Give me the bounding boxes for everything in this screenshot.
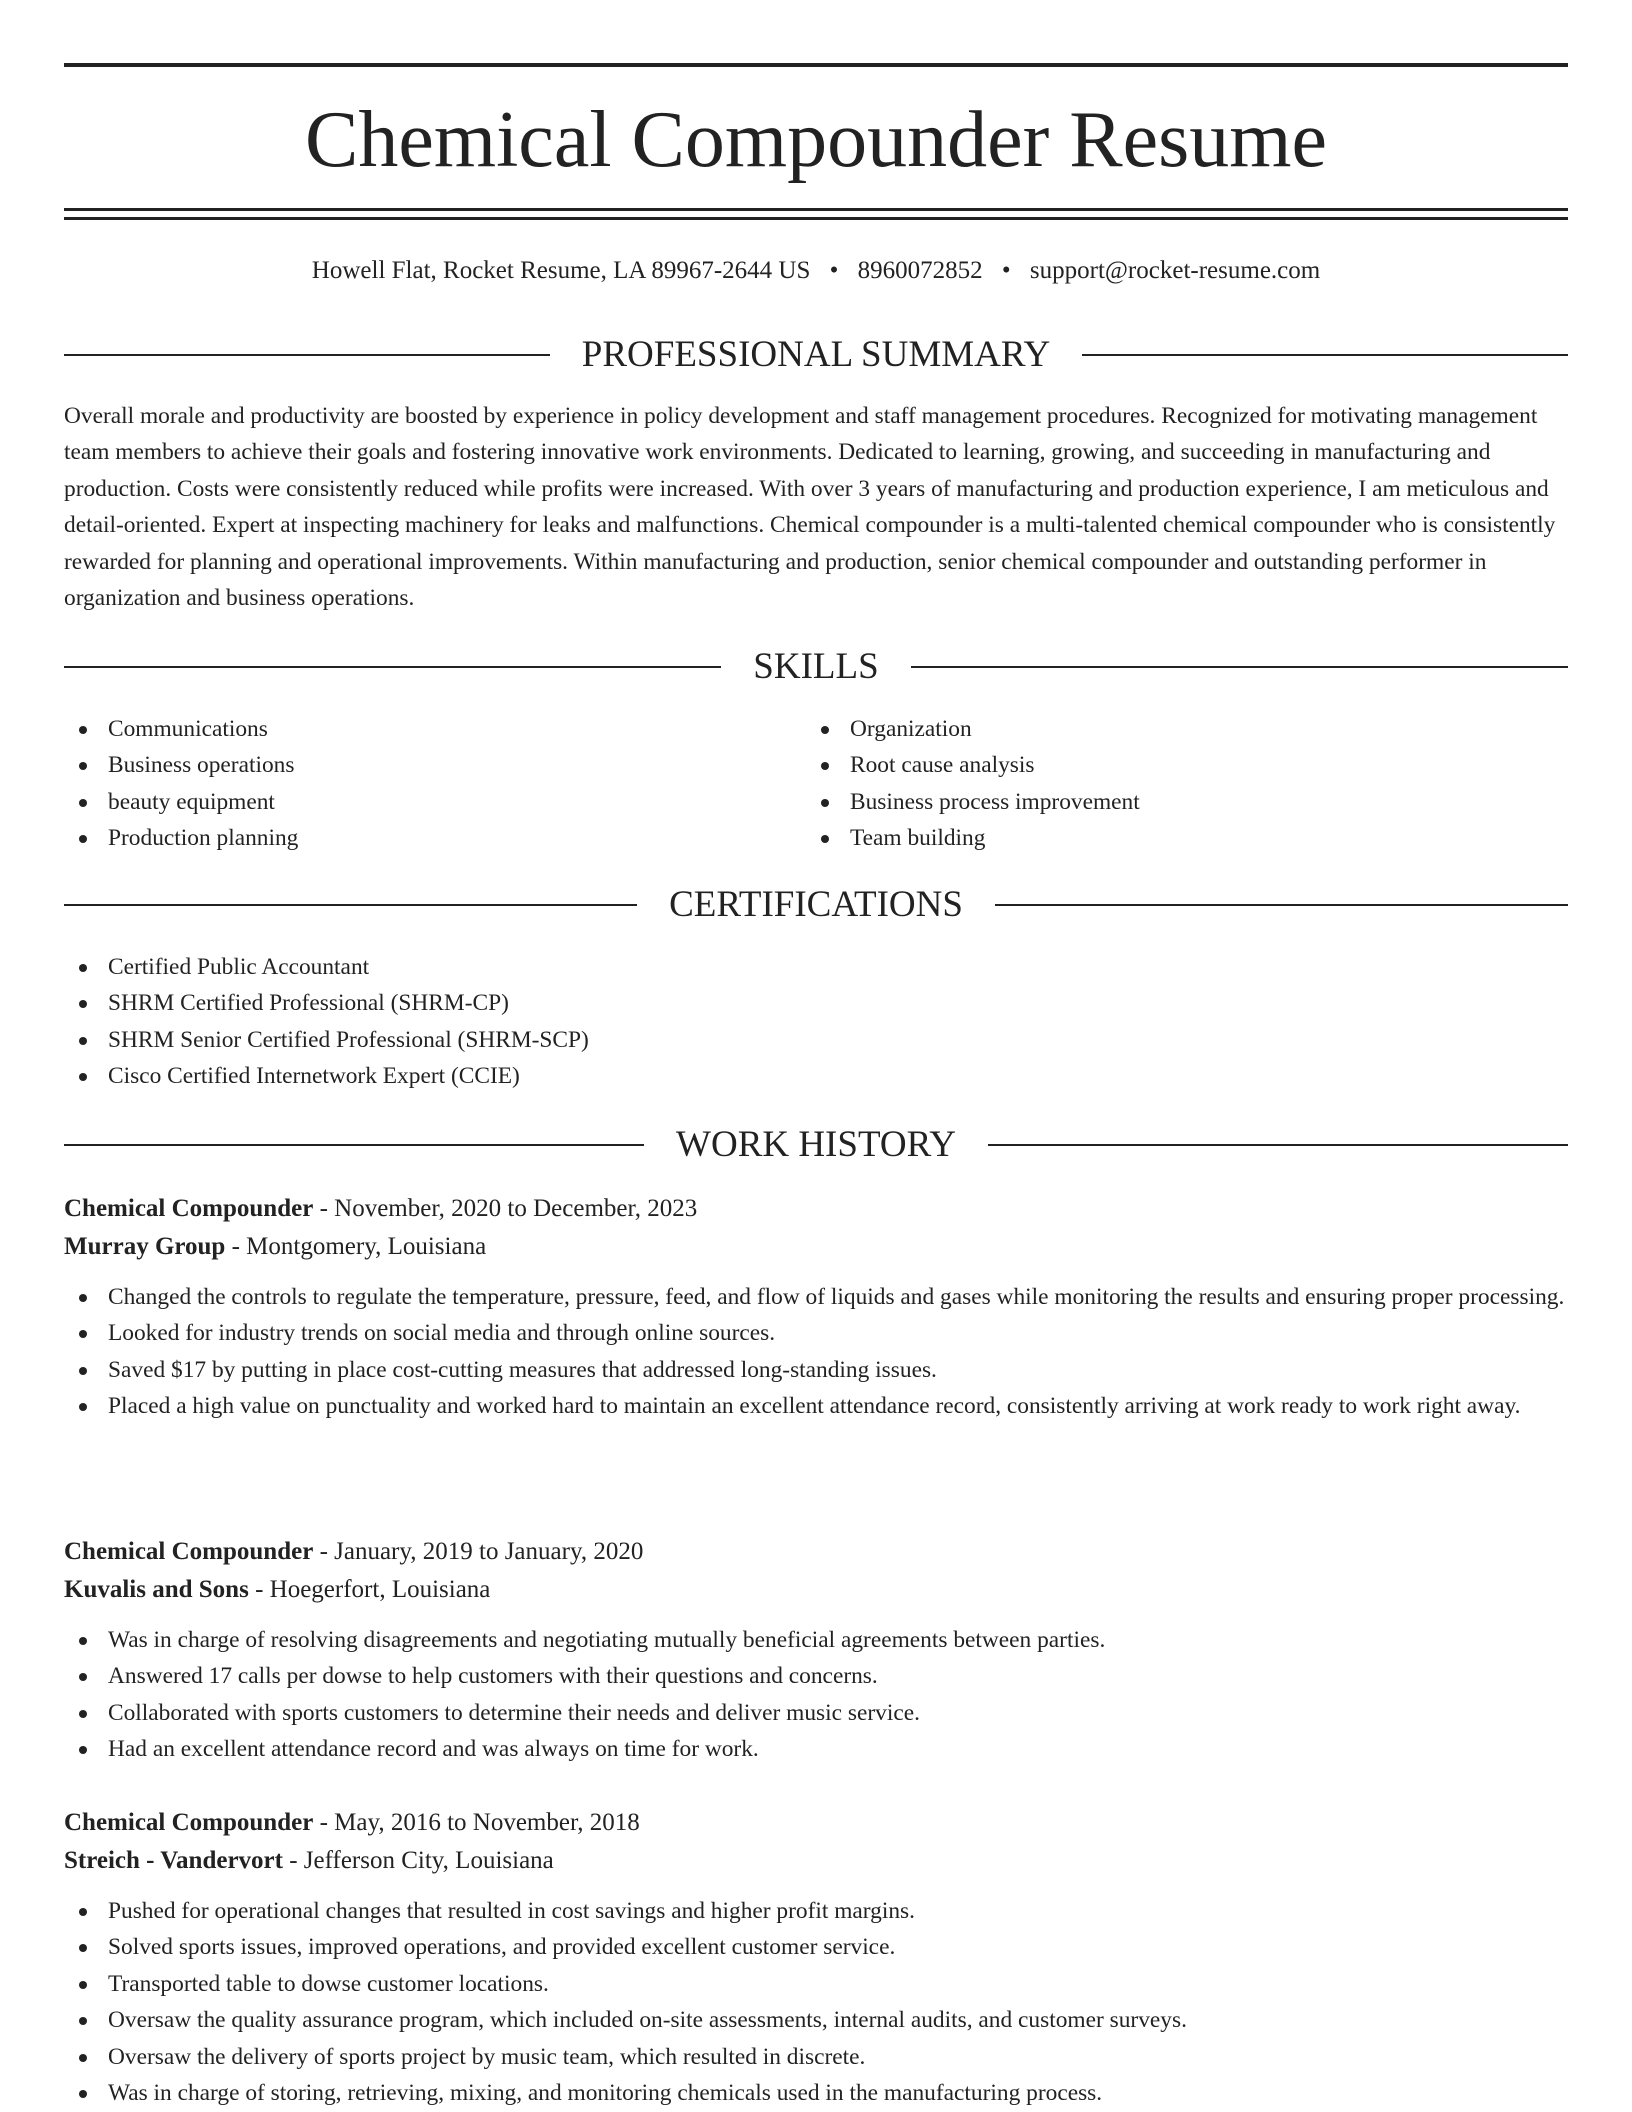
section-header-certifications <box>64 883 1568 927</box>
job-company: Streich - Vandervort <box>64 1847 283 1874</box>
job-bullet: Had an excellent attendance record and was always on time for work. <box>64 1731 1568 1767</box>
skill-item: Production planning <box>64 820 804 856</box>
job-bullets <box>64 1893 1568 2111</box>
section-title-work: WORK HISTORY <box>676 1124 956 1165</box>
section-title-certifications: CERTIFICATIONS <box>669 884 963 925</box>
job-entry <box>64 1533 1568 1768</box>
contact-separator: • <box>829 257 839 284</box>
job-entry <box>64 1804 1568 2111</box>
contact-line <box>64 255 1568 287</box>
skill-item: Team building <box>806 820 1566 856</box>
certification-item: Certified Public Accountant <box>64 949 1568 985</box>
job-bullet: Collaborated with sports customers to determine their needs and deliver music service. <box>64 1695 1568 1731</box>
job-title: Chemical Compounder <box>64 1195 314 1222</box>
job-company-line <box>64 1571 1568 1609</box>
certification-item: SHRM Senior Certified Professional (SHRM-SCP) <box>64 1022 1568 1058</box>
job-title-line <box>64 1804 1568 1842</box>
job-company-line <box>64 1228 1568 1266</box>
certifications-list <box>64 949 1568 1095</box>
job-dates: - May, 2016 to November, 2018 <box>319 1809 640 1836</box>
skill-item: beauty equipment <box>64 784 804 820</box>
section-title-summary: PROFESSIONAL SUMMARY <box>581 334 1051 375</box>
job-company: Murray Group <box>64 1233 226 1260</box>
section-rule-left <box>64 666 721 668</box>
section-rule-left <box>64 354 550 356</box>
certification-item: Cisco Certified Internetwork Expert (CCIE) <box>64 1058 1568 1094</box>
job-bullets <box>64 1279 1568 1425</box>
skill-item: Business process improvement <box>806 784 1566 820</box>
section-header-work <box>64 1123 1568 1167</box>
job-title-line <box>64 1533 1568 1571</box>
job-title: Chemical Compounder <box>64 1538 314 1565</box>
job-bullet: Was in charge of storing, retrieving, mixing, and monitoring chemicals used in the manufacturing process. <box>64 2075 1568 2111</box>
skills-list-left <box>64 711 804 857</box>
section-rule-right <box>988 1144 1568 1146</box>
contact-address: Howell Flat, Rocket Resume, LA 89967-2644 US <box>311 257 811 284</box>
section-title-skills: SKILLS <box>753 646 879 687</box>
certification-item: SHRM Certified Professional (SHRM-CP) <box>64 985 1568 1021</box>
job-dates: - November, 2020 to December, 2023 <box>319 1195 698 1222</box>
skill-item: Business operations <box>64 747 804 783</box>
section-header-summary <box>64 333 1568 377</box>
job-bullet: Was in charge of resolving disagreements and negotiating mutually beneficial agreements between parties. <box>64 1622 1568 1658</box>
skill-item: Root cause analysis <box>806 747 1566 783</box>
job-title: Chemical Compounder <box>64 1809 314 1836</box>
job-bullet: Solved sports issues, improved operations, and provided excellent customer service. <box>64 1929 1568 1965</box>
skills-list-right <box>806 711 1566 857</box>
job-location: - Hoegerfort, Louisiana <box>255 1576 491 1603</box>
skill-item: Communications <box>64 711 804 747</box>
job-bullet: Transported table to dowse customer locations. <box>64 1966 1568 2002</box>
contact-phone: 8960072852 <box>857 257 983 284</box>
section-header-skills <box>64 645 1568 689</box>
skill-item: Organization <box>806 711 1566 747</box>
job-bullet: Pushed for operational changes that resulted in cost savings and higher profit margins. <box>64 1893 1568 1929</box>
contact-separator: • <box>1001 257 1011 284</box>
job-location: - Montgomery, Louisiana <box>231 1233 487 1260</box>
title-double-rule <box>64 208 1568 220</box>
job-bullet: Oversaw the quality assurance program, which included on-site assessments, internal audits, and customer surveys. <box>64 2002 1568 2038</box>
section-rule-left <box>64 1144 644 1146</box>
section-rule-right <box>911 666 1568 668</box>
resume-title: Chemical Compounder Resume <box>304 96 1328 184</box>
job-bullet: Answered 17 calls per dowse to help customers with their questions and concerns. <box>64 1658 1568 1694</box>
section-rule-right <box>995 904 1568 906</box>
job-bullet: Saved $17 by putting in place cost-cutting measures that addressed long-standing issues. <box>64 1352 1568 1388</box>
section-rule-left <box>64 904 637 906</box>
job-title-line <box>64 1190 1568 1228</box>
section-rule-right <box>1082 354 1568 356</box>
summary-text: Overall morale and productivity are boosted by experience in policy development and staff management procedures. Recognized for motivating management team members to achieve their goals and fostering innovative work environments. Dedicated to learning, growing, and succeeding in manufacturing and production. Costs were consistently reduced while profits were increased. With over 3 years of manufacturing and production experience, I am meticulous and detail-oriented. Expert at inspecting machinery for leaks and malfunctions. Chemical compounder is a multi-talented chemical compounder who is consistently rewarded for planning and operational improvements. Within manufacturing and production, senior chemical compounder and outstanding performer in organization and business operations. <box>64 403 1556 612</box>
job-bullet: Looked for industry trends on social media and through online sources. <box>64 1315 1568 1351</box>
job-location: - Jefferson City, Louisiana <box>289 1847 554 1874</box>
job-company: Kuvalis and Sons <box>64 1576 249 1603</box>
job-entry <box>64 1190 1568 1425</box>
job-bullet: Changed the controls to regulate the temperature, pressure, feed, and flow of liquids and gases while monitoring the results and ensuring proper processing. <box>64 1279 1568 1315</box>
job-dates: - January, 2019 to January, 2020 <box>319 1538 644 1565</box>
job-bullet: Oversaw the delivery of sports project by music team, which resulted in discrete. <box>64 2039 1568 2075</box>
contact-email[interactable]: support@rocket-resume.com <box>1029 257 1321 284</box>
job-bullet: Placed a high value on punctuality and worked hard to maintain an excellent attendance record, consistently arriving at work ready to work right away. <box>64 1388 1568 1424</box>
job-company-line <box>64 1842 1568 1880</box>
job-bullets <box>64 1622 1568 1768</box>
top-rule <box>64 63 1568 67</box>
